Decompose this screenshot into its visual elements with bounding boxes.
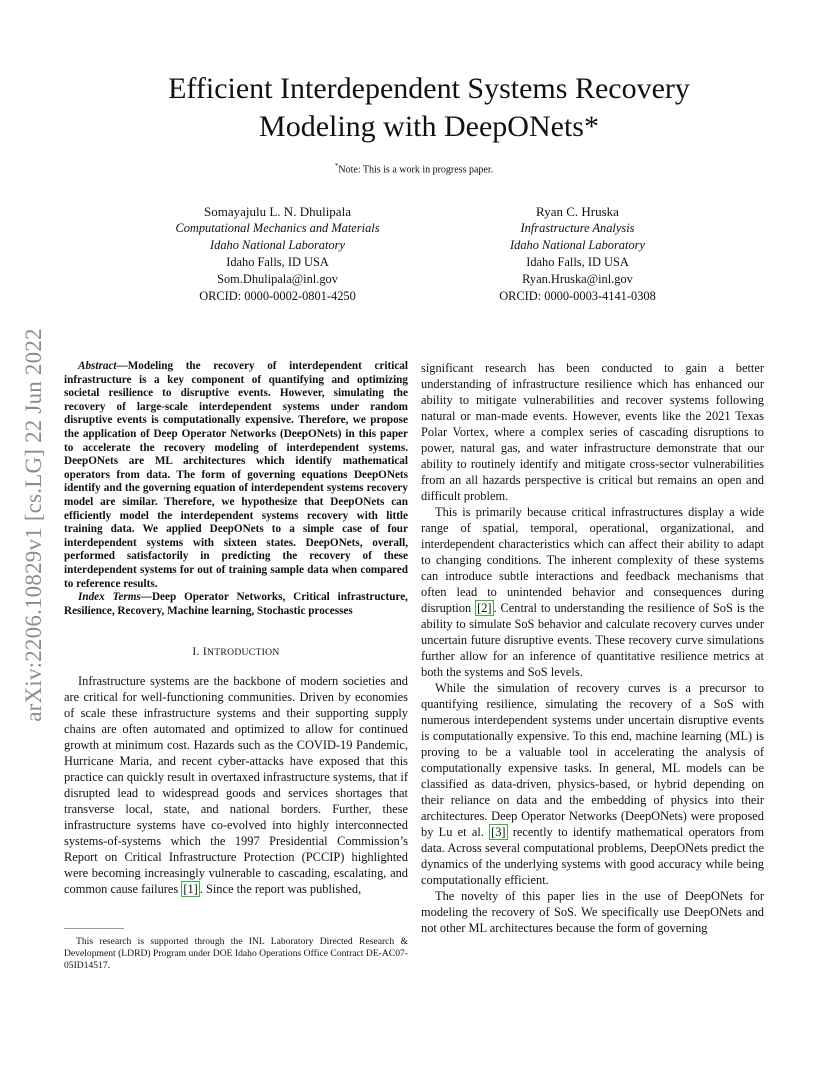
arxiv-stamp-text: arXiv:2206.10829v1 [cs.LG] 22 Jun 2022: [21, 328, 46, 722]
author-email[interactable]: Som.Dhulipala@inl.gov: [217, 272, 338, 286]
abstract: [64, 360, 408, 591]
index-terms-label: Index Terms: [78, 591, 141, 604]
note-text: Note: This is a work in progress paper.: [338, 164, 494, 176]
author-block-2: [450, 203, 705, 305]
paper-title: [80, 70, 778, 146]
author-dept: Computational Mechanics and Materials: [175, 221, 380, 235]
citation-link-2[interactable]: [2]: [477, 601, 492, 615]
index-terms-text: —Deep Operator Networks, Critical infrastructure, Resilience, Recovery, Machine learning, Stochastic processes: [64, 591, 408, 617]
intro-paragraph-2: [421, 504, 764, 680]
author-org: Idaho National Laboratory: [210, 238, 345, 252]
intro-p1-text-b-left: . Since the report was published,: [199, 882, 362, 897]
intro-paragraph-1-continued: significant research has been conducted to gain a better understanding of infrastructure resilience which has enhanced our ability to mitigate vulnerabilities and recover systems following natural or man-made events. However, events like the 2021 Texas Polar Vortex, where a complex series of cascading disruptions to power, natural gas, and water infrastructure demonstrate that our ability to routinely identify and mitigate cross-sector vulnerabilities from an all hazards perspective is critical but remains an open and difficult problem.: [421, 361, 764, 503]
footnote-rule: [64, 928, 124, 929]
index-terms: [64, 591, 408, 618]
author-org: Idaho National Laboratory: [510, 238, 645, 252]
author-name: Somayajulu L. N. Dhulipala: [204, 204, 351, 219]
abstract-label: Abstract: [78, 360, 117, 372]
abstract-text: —Modeling the recovery of interdependent critical infrastructure is a key component of quantifying and optimizing societal resilience to disruptive events. However, simulating the recovery of large-scale interdependent systems under random disruptive events is computationally expensive. Therefore, we propose the application of Deep Operator Networks (DeepONets) in this paper to accelerate the recovery modeling of interdependent systems. DeepONets are ML architectures which identify mathematical operators from data. The form of governing equations DeepONets identify and the governing equation of interdependent systems recovery model are similar. Therefore, we hypothesize that DeepONets can efficiently model the interdependent systems recovery with little training data. We applied DeepONets to a simple case of four interdependent systems with sixteen states. DeepONets, overall, performed satisfactorily in predicting the recovery of these interdependent systems for out of training sample data when compared to reference results.: [64, 360, 408, 590]
author-dept: Infrastructure Analysis: [520, 221, 635, 235]
left-column: [64, 360, 408, 897]
title-line-1: Efficient Interdependent Systems Recovery: [168, 72, 690, 105]
citation-link-3[interactable]: [3]: [491, 825, 506, 839]
intro-paragraph-1: [64, 673, 408, 897]
section-initial: I: [202, 646, 208, 659]
intro-p2-text-a: This is primarily because critical infrastructures display a wide range of spatial, temporal, operational, organizational, and interdependent characteristics which can affect their ability to adapt to changing conditions. The inherent complexity of these systems can introduce subtle interactions and feedback mechanisms that often lead to unintended behavior and consequences during disruption: [421, 505, 764, 615]
author-orcid: ORCID: 0000-0003-4141-0308: [499, 289, 656, 303]
title-note: [0, 162, 828, 175]
section-number: I.: [192, 646, 203, 659]
intro-p2-text-b: . Central to understanding the resilience of SoS is the ability to simulate SoS behavior and calculate recovery curves under uncertain future disruptive events. These recovery curve simulations further allow for an inference of quantitative resilience metrics at both the systems and SoS levels.: [421, 601, 764, 679]
intro-p3-text-b: recently to identify mathematical operators from data. Across several computational problems, DeepONets predict the dynamics of the underlying systems with good accuracy while being computationally efficient.: [421, 825, 765, 887]
author-block-1: [150, 203, 405, 305]
right-column: [421, 360, 764, 936]
author-email[interactable]: Ryan.Hruska@inl.gov: [522, 272, 633, 286]
intro-paragraph-3: [421, 680, 764, 888]
author-location: Idaho Falls, ID USA: [526, 255, 629, 269]
footnote: This research is supported through the INL Laboratory Directed Research & Development (LDRD) Program under DOE Idaho Operations Office Contract DE-AC07-05ID14517.: [64, 936, 408, 971]
note-marker: *: [334, 162, 339, 170]
title-line-2: Modeling with DeepONets*: [259, 110, 599, 143]
citation-link-1[interactable]: [1]: [183, 882, 198, 897]
author-name: Ryan C. Hruska: [536, 204, 619, 219]
intro-p1-text-a: Infrastructure systems are the backbone of modern societies and are critical for well-functioning communities. Driven by economies of scale these infrastructure systems and their supporting supply chains are often automated and optimized to allow for continued growth at minimum cost. Hazards such as the COVID-19 Pandemic, Hurricane Maria, and recent cyber-attacks have exposed that this practice can quickly result in overtaxed infrastructure systems, that if disrupted lead to widespread goods and services shortages that transverse local, state, and national borders. Further, these infrastructure systems have co-evolved into highly interconnected systems-of-systems which the 1997 Presidential Commission’s Report on Critical Infrastructure Protection (PCCIP) highlighted were becoming increasingly vulnerable to cascading, escalating, and common cause failures: [64, 674, 408, 897]
arxiv-identifier-stamp: [14, 290, 54, 760]
author-orcid: ORCID: 0000-0002-0801-4250: [199, 289, 356, 303]
section-title-rest: NTRODUCTION: [207, 647, 280, 659]
author-location: Idaho Falls, ID USA: [226, 255, 329, 269]
intro-p3-text-a: While the simulation of recovery curves is a precursor to quantifying resilience, simulating the recovery of a SoS with numerous interdependent systems under uncertain disruptive events is computationally expensive. To this end, machine learning (ML) is proving to be a valuable tool in accelerating the analysis of computationally expensive tasks. In general, ML models can be classified as data-driven, physics-based, or hybrid depending on their reliance on data and the embedding of physics into their architectures. Deep Operator Networks (DeepONets) were proposed by Lu et al.: [421, 681, 764, 839]
section-heading-introduction: [64, 644, 408, 661]
intro-paragraph-4: The novelty of this paper lies in the use of DeepONets for modeling the recovery of SoS. We specifically use DeepONets and not other ML architectures because the form of governing: [421, 889, 764, 935]
